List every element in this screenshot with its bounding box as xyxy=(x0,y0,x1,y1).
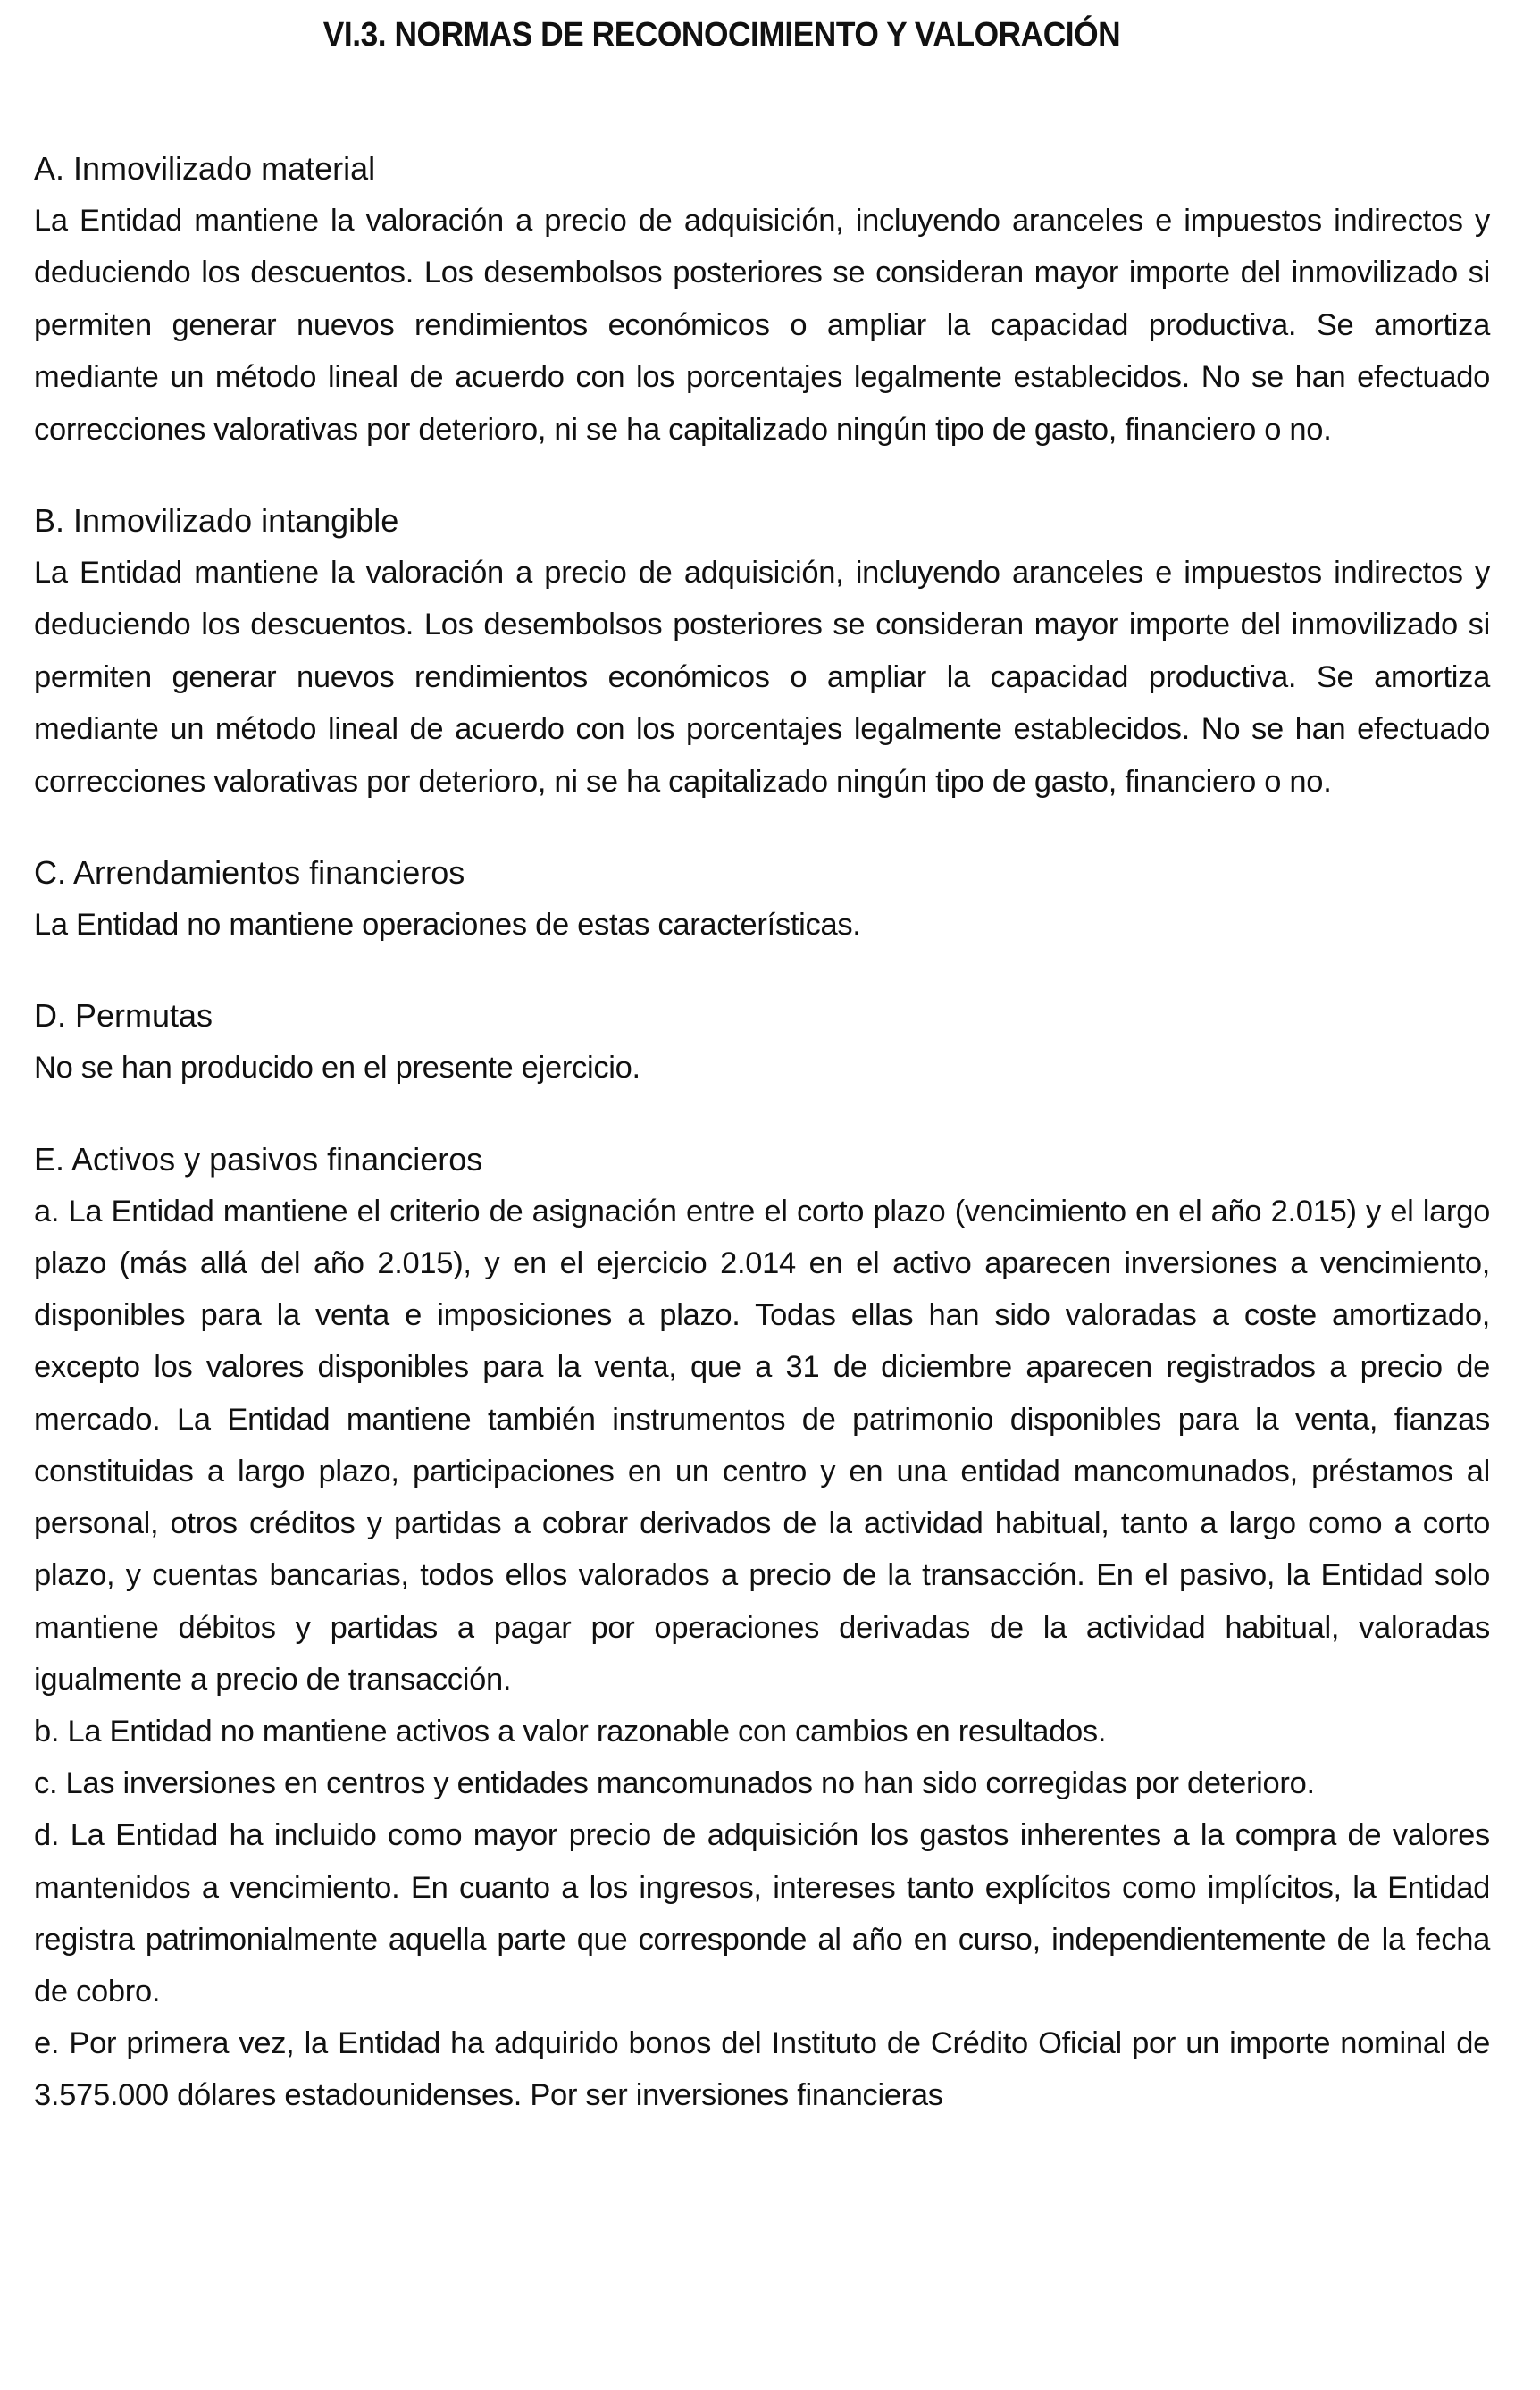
list-item-e: e. Por primera vez, la Entidad ha adquirido bonos del Instituto de Crédito Oficial por un importe nominal de 3.575.000 dólares estadounidenses. Por ser inversiones financieras xyxy=(34,2026,1490,2113)
section-heading: A. Inmovilizado material xyxy=(34,150,376,187)
section-heading: D. Permutas xyxy=(34,997,213,1035)
document-body xyxy=(34,143,1490,2161)
section-inmovilizado-material xyxy=(34,143,1490,456)
section-inmovilizado-intangible xyxy=(34,495,1490,808)
section-heading: E. Activos y pasivos financieros xyxy=(34,1140,483,1178)
section-paragraph: La Entidad no mantiene operaciones de estas características. xyxy=(34,908,861,943)
section-arrendamientos-financieros xyxy=(34,847,1490,951)
list-item-b: b. La Entidad no mantiene activos a valor razonable con cambios en resultados. xyxy=(34,1714,1107,1748)
section-heading: C. Arrendamientos financieros xyxy=(34,854,465,892)
list-item-c: c. Las inversiones en centros y entidades mancomunados no han sido corregidas por deterioro. xyxy=(34,1766,1315,1801)
list-item-a: a. La Entidad mantiene el criterio de asignación entre el corto plazo (vencimiento en el año 2.015) y el largo plazo (más allá del año 2.015), y en el ejercicio 2.014 en el activo aparecen inversiones a vencimiento, disponibles para la venta e imposiciones a plazo. Todas ellas han sido valoradas a coste amortizado, excepto los valores disponibles para la venta, que a 31 de diciembre aparecen registrados a precio de mercado. La Entidad mantiene también instrumentos de patrimonio disponibles para la venta, fianzas constituidas a largo plazo, participaciones en un centro y en una entidad mancomunados, préstamos al personal, otros créditos y partidas a cobrar derivados de la actividad habitual, tanto a largo como a corto plazo, y cuentas bancarias, todos ellos valorados a precio de la transacción. En el pasivo, la Entidad solo mantiene débitos y partidas a pagar por operaciones derivadas de la actividad habitual, valoradas igualmente a precio de transacción. xyxy=(34,1194,1490,1697)
section-paragraph: La Entidad mantiene la valoración a precio de adquisición, incluyendo aranceles e impuestos indirectos y deduciendo los descuentos. Los desembolsos posteriores se consideran mayor importe del inmovilizado si permiten generar nuevos rendimientos económicos o ampliar la capacidad productiva. Se amortiza mediante un método lineal de acuerdo con los porcentajes legalmente establecidos. No se han efectuado correcciones valorativas por deterioro, ni se ha capitalizado ningún tipo de gasto, financiero o no. xyxy=(34,204,1490,447)
page-title: VI.3. NORMAS DE RECONOCIMIENTO Y VALORACIÓN xyxy=(322,16,1121,54)
section-heading: B. Inmovilizado intangible xyxy=(34,502,399,540)
list-item-d: d. La Entidad ha incluido como mayor precio de adquisición los gastos inherentes a la compra de valores mantenidos a vencimiento. En cuanto a los ingresos, intereses tanto explícitos como implícitos, la Entidad registra patrimonialmente aquella parte que corresponde al año en curso, independientemente de la fecha de cobro. xyxy=(34,1818,1490,2008)
section-activos-pasivos-financieros xyxy=(34,1134,1490,2122)
section-permutas xyxy=(34,990,1490,1094)
section-paragraph: La Entidad mantiene la valoración a precio de adquisición, incluyendo aranceles e impuestos indirectos y deduciendo los descuentos. Los desembolsos posteriores se consideran mayor importe del inmovilizado si permiten generar nuevos rendimientos económicos o ampliar la capacidad productiva. Se amortiza mediante un método lineal de acuerdo con los porcentajes legalmente establecidos. No se han efectuado correcciones valorativas por deterioro, ni se ha capitalizado ningún tipo de gasto, financiero o no. xyxy=(34,556,1490,799)
section-paragraph: No se han producido en el presente ejercicio. xyxy=(34,1051,640,1086)
